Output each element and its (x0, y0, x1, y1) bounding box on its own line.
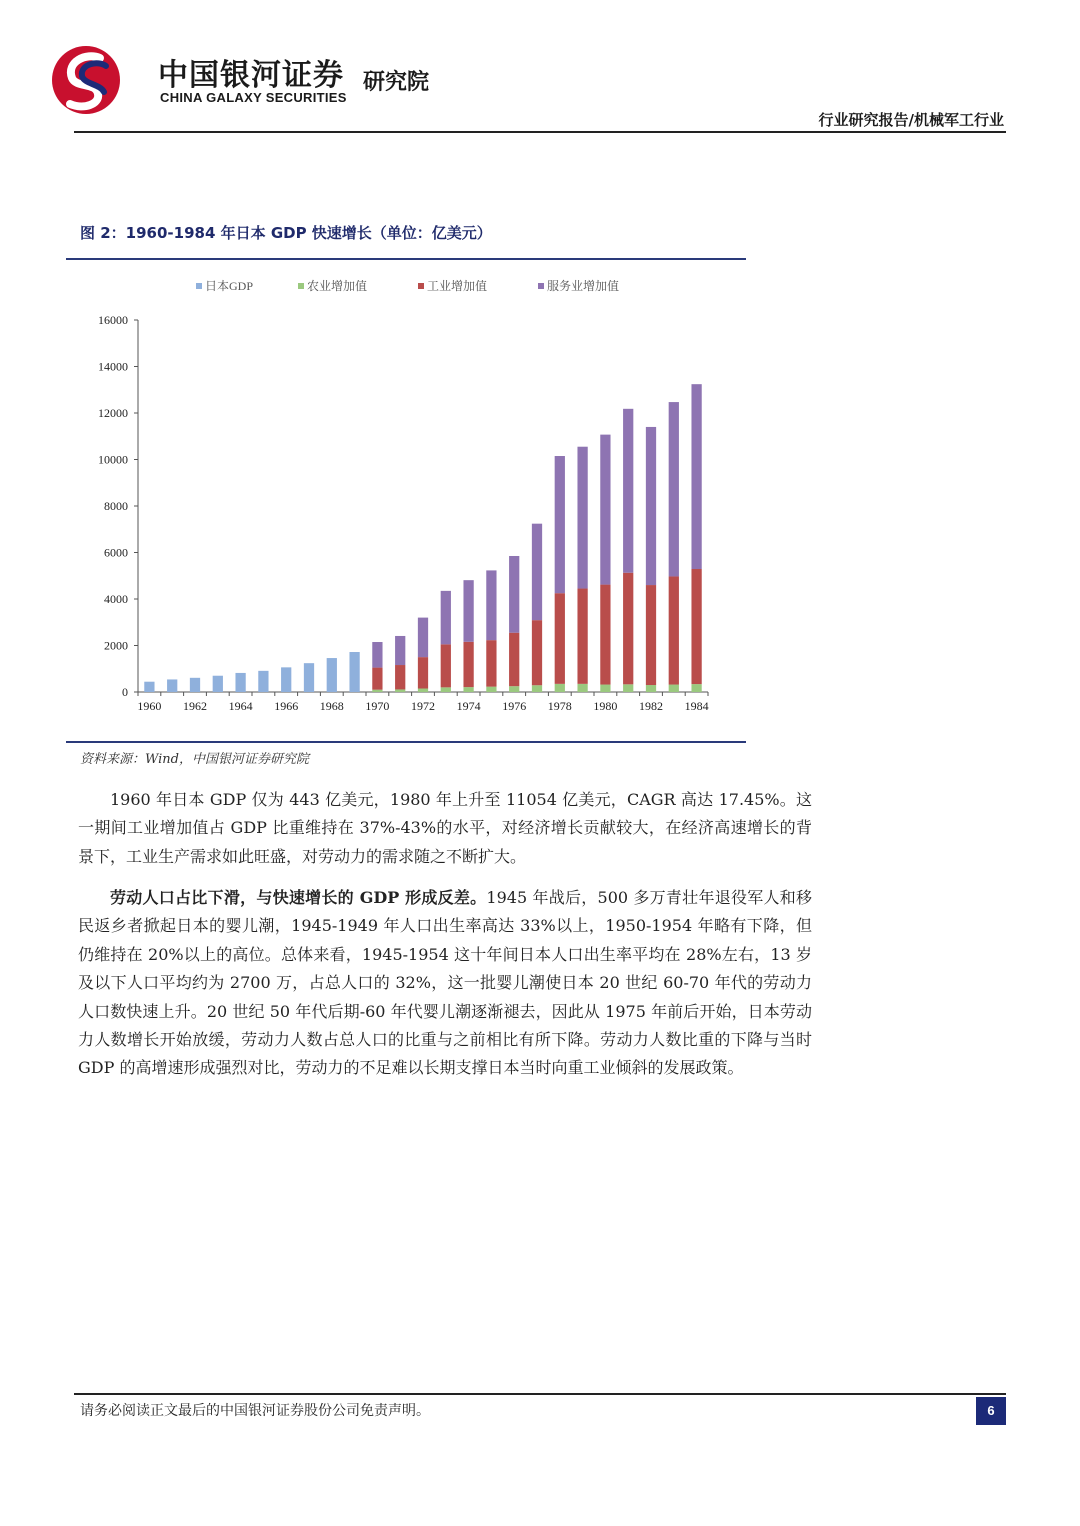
chart-bars (144, 384, 701, 692)
bar-1970-sector (372, 668, 382, 690)
x-tick-label: 1962 (183, 699, 207, 713)
bar-1976-sector (509, 686, 519, 692)
x-tick-label: 1972 (411, 699, 435, 713)
legend-label: 日本GDP (205, 279, 254, 293)
x-tick-label: 1984 (684, 699, 709, 713)
y-tick-label: 14000 (98, 359, 128, 374)
legend-label: 工业增加值 (427, 279, 488, 293)
legend-swatch (538, 283, 544, 289)
x-tick-label: 1976 (502, 699, 527, 713)
x-axis (137, 692, 708, 713)
bar-1974-sector (463, 642, 473, 687)
bar-1971-sector (395, 636, 405, 665)
bar-1977-sector (532, 620, 542, 685)
bar-1984-sector (691, 569, 701, 684)
bar-1979-sector (577, 447, 587, 589)
bar-1977-sector (532, 685, 542, 692)
paragraph-lead: 劳动人口占比下滑，与快速增长的 GDP 形成反差。 (110, 888, 487, 907)
bar-1979-sector (577, 684, 587, 692)
gdp-stacked-bar-chart (66, 262, 746, 738)
bar-1981-sector (623, 573, 633, 685)
legend-swatch (418, 283, 424, 289)
x-tick-label: 1980 (593, 699, 618, 713)
page-number: 6 (976, 1397, 1006, 1425)
bar-1973-sector (441, 644, 451, 687)
body-paragraph-1: 1960 年日本 GDP 仅为 443 亿美元，1980 年上升至 11054 亿美元，CAGR 高达 17.45%。这一期间工业增加值占 GDP 比重维持在 37%-43%的水平，对经济增长贡献较大，在经济高速增长的背景下，工业生产需求如此旺盛，对劳动力的需求随之不断扩大。 (78, 790, 812, 866)
x-tick-label: 1968 (319, 699, 344, 713)
bar-1974-sector (463, 687, 473, 692)
x-tick-label: 1964 (228, 699, 253, 713)
bar-1969-gdp (349, 652, 359, 692)
y-tick-label: 8000 (104, 499, 128, 513)
bar-1964-gdp (235, 673, 245, 692)
bar-1961-gdp (167, 679, 177, 692)
bar-1970-sector (372, 642, 382, 668)
bar-1975-sector (486, 687, 496, 692)
bar-1975-sector (486, 570, 496, 640)
bar-1984-sector (691, 684, 701, 692)
y-tick-label: 2000 (104, 638, 128, 653)
y-tick-label: 12000 (98, 406, 128, 420)
bar-1982-sector (646, 585, 656, 685)
brand-name-cn: 中国银河证券 (158, 58, 344, 93)
bar-1982-sector (646, 685, 656, 692)
bar-1968-gdp (327, 658, 337, 692)
bar-1984-sector (691, 384, 701, 569)
bar-1981-sector (623, 684, 633, 692)
bar-1983-sector (669, 685, 679, 692)
legend-swatch (196, 283, 202, 289)
figure-bottom-rule (66, 741, 746, 743)
bar-1978-sector (555, 593, 565, 684)
x-tick-label: 1982 (639, 699, 663, 713)
bar-1979-sector (577, 589, 587, 684)
bar-1977-sector (532, 524, 542, 620)
paragraph-rest: 1945 年战后，500 多万青壮年退役军人和移民返乡者掀起日本的婴儿潮，1945-1949 年人口出生率高达 33%以上，1950-1954 年略有下降，但仍维持在 20%以上的高位。总体来看，1945-1954 这十年间日本人口出生率平均在 28%左右，13 岁及以下人口平均约为 2700 万，占总人口的 32%，这一批婴儿潮使日本 20 世纪 60-70 年代的劳动力人口数快速上升。20 世纪 50 年代后期-60 年代婴儿潮逐渐褪去，因此从 1975 年前后开始，日本劳动力人数增长开始放缓，劳动力人数占总人口的比重与之前相比有所下降。劳动力人数比重的下降与当时 GDP 的高增速形成强烈对比，劳动力的不足难以长期支撑日本当时向重工业倾斜的发展政策。 (78, 888, 812, 1078)
bar-1978-sector (555, 684, 565, 692)
bar-1966-gdp (281, 667, 291, 692)
bar-1980-sector (600, 685, 610, 692)
x-tick-label: 1970 (365, 699, 390, 713)
x-tick-label: 1966 (274, 699, 299, 713)
bar-1972-sector (418, 657, 428, 688)
brand-name-en: CHINA GALAXY SECURITIES (160, 90, 347, 105)
body-paragraph-2 (78, 884, 812, 1083)
figure-top-rule (66, 258, 746, 260)
legend-label: 农业增加值 (307, 279, 368, 293)
y-tick-label: 4000 (104, 592, 128, 606)
bar-1972-sector (418, 618, 428, 658)
galaxy-logo-icon (50, 44, 122, 116)
bar-1973-sector (441, 687, 451, 692)
bar-1970-sector (372, 690, 382, 692)
y-axis (98, 313, 138, 699)
bar-1965-gdp (258, 671, 268, 692)
y-tick-label: 10000 (98, 452, 128, 467)
bar-1981-sector (623, 409, 633, 573)
bar-1976-sector (509, 633, 519, 686)
y-tick-label: 0 (122, 685, 128, 699)
bar-1983-sector (669, 402, 679, 576)
bar-1975-sector (486, 640, 496, 687)
bar-1973-sector (441, 591, 451, 644)
y-tick-label: 16000 (98, 313, 128, 327)
report-category: 行业研究报告/机械军工行业 (818, 111, 1004, 129)
legend-label: 服务业增加值 (547, 279, 620, 293)
bar-1983-sector (669, 576, 679, 684)
y-tick-label: 6000 (104, 545, 128, 560)
footer-divider (74, 1393, 1006, 1395)
x-tick-label: 1978 (547, 699, 572, 713)
chart-legend (196, 278, 619, 293)
x-tick-label: 1974 (456, 699, 481, 713)
brand-logo (50, 38, 462, 118)
bar-1960-gdp (144, 682, 154, 692)
legend-swatch (298, 283, 304, 289)
bar-1963-gdp (213, 676, 223, 692)
bar-1980-sector (600, 435, 610, 585)
figure-caption: 图 2：1960-1984 年日本 GDP 快速增长（单位：亿美元） (80, 224, 492, 242)
header-divider (74, 131, 1006, 133)
bar-1974-sector (463, 580, 473, 642)
bar-1982-sector (646, 427, 656, 585)
disclaimer-note: 请务必阅读正文最后的中国银河证券股份公司免责声明。 (80, 1403, 430, 1419)
bar-1980-sector (600, 585, 610, 685)
bar-1978-sector (555, 456, 565, 593)
bar-1976-sector (509, 556, 519, 633)
bar-1967-gdp (304, 663, 314, 692)
bar-1962-gdp (190, 678, 200, 692)
bar-1971-sector (395, 665, 405, 689)
figure-source: 资料来源：Wind，中国银河证券研究院 (80, 752, 309, 767)
brand-subtitle: 研究院 (363, 70, 430, 95)
bar-1972-sector (418, 689, 428, 692)
bar-1971-sector (395, 689, 405, 692)
x-tick-label: 1960 (137, 699, 162, 713)
